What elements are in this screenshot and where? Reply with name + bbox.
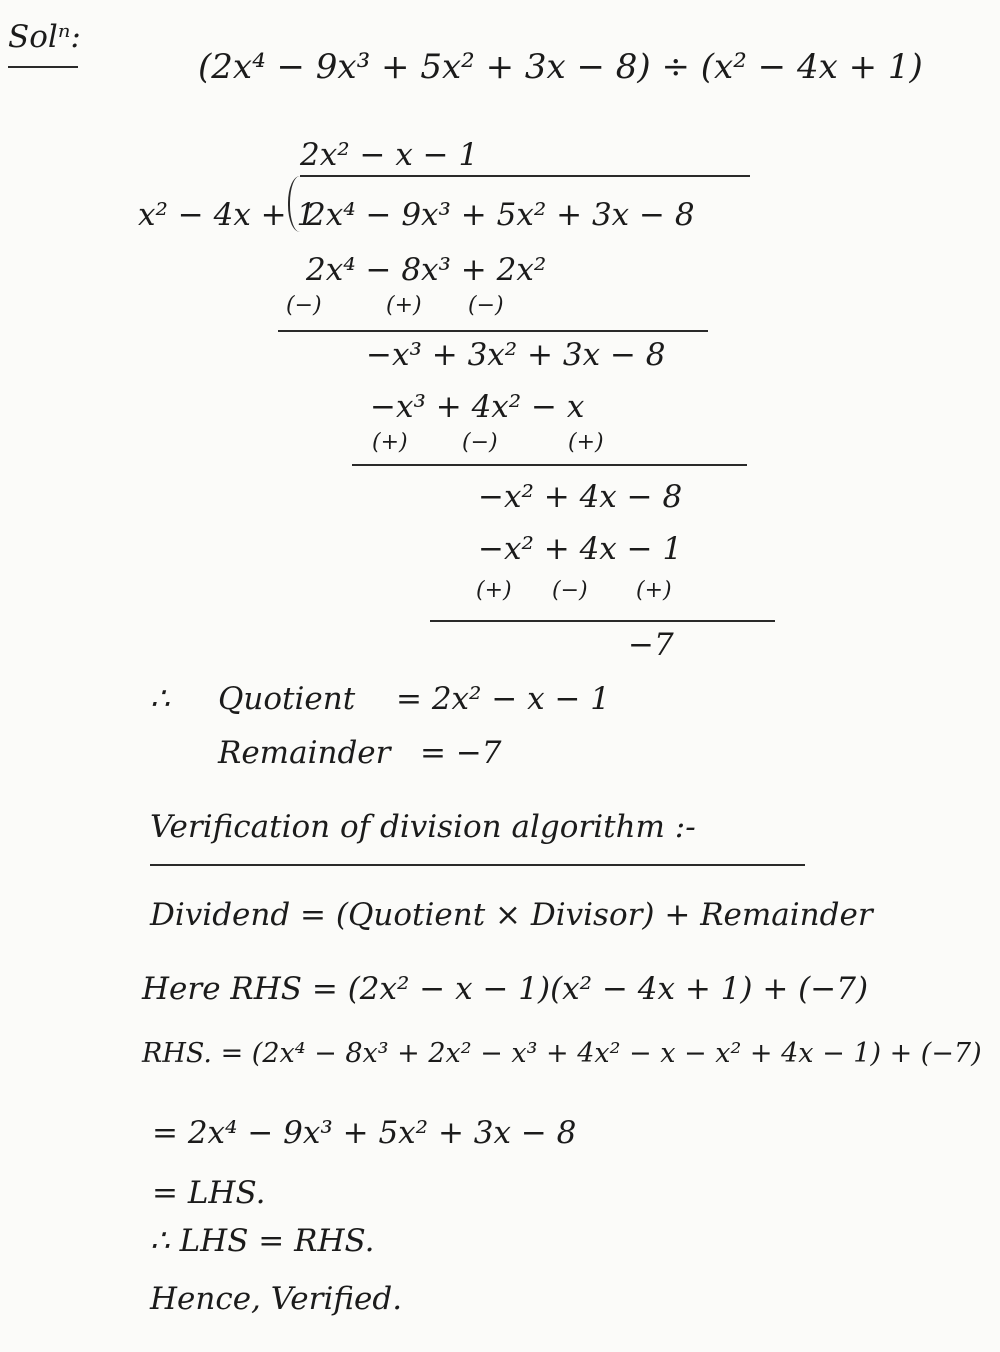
solution-heading: Solⁿ: — [8, 19, 81, 55]
remainder-label: Remainder — [218, 735, 391, 771]
step2-rule — [352, 464, 747, 466]
step1-sign-3: (−) — [468, 293, 504, 318]
heading-underline — [8, 66, 78, 68]
division-bar — [300, 175, 750, 177]
step3-subtrahend: −x² + 4x − 1 — [478, 531, 683, 567]
verification-line-5: ∴ LHS = RHS. — [150, 1223, 375, 1259]
therefore-symbol: ∴ — [150, 681, 170, 717]
step1-subtrahend: 2x⁴ − 8x³ + 2x² — [306, 252, 547, 288]
verification-formula: Dividend = (Quotient × Divisor) + Remainder — [150, 897, 873, 933]
step2-subtrahend: −x³ + 4x² − x — [370, 389, 585, 425]
verification-conclusion: Hence, Verified. — [150, 1281, 403, 1317]
step2-sign-1: (+) — [372, 430, 408, 455]
quotient-line: 2x² − x − 1 — [300, 137, 479, 173]
step1-sign-1: (−) — [286, 293, 322, 318]
remainder-value-division: −7 — [628, 627, 674, 663]
problem-statement: (2x⁴ − 9x³ + 5x² + 3x − 8) ÷ (x² − 4x + 1) — [198, 47, 923, 87]
dividend: 2x⁴ − 9x³ + 5x² + 3x − 8 — [306, 197, 695, 233]
step2-sign-3: (+) — [568, 430, 604, 455]
step2-result: −x² + 4x − 8 — [478, 479, 683, 515]
step2-sign-2: (−) — [462, 430, 498, 455]
verification-line-4: = LHS. — [152, 1175, 266, 1211]
verification-line-2: RHS. = (2x⁴ − 8x³ + 2x² − x³ + 4x² − x − x² + 4x − 1) + (−7) — [142, 1038, 982, 1069]
verification-underline — [150, 864, 805, 866]
quotient-label: Quotient — [218, 681, 356, 717]
verification-title: Verification of division algorithm :- — [150, 809, 696, 845]
quotient-value: = 2x² − x − 1 — [396, 681, 611, 717]
verification-line-3: = 2x⁴ − 9x³ + 5x² + 3x − 8 — [152, 1115, 577, 1151]
step1-result: −x³ + 3x² + 3x − 8 — [366, 337, 666, 373]
step3-sign-3: (+) — [636, 578, 672, 603]
remainder-value: = −7 — [420, 735, 502, 771]
step1-rule — [278, 330, 708, 332]
step1-sign-2: (+) — [386, 293, 422, 318]
divisor: x² − 4x + 1 — [138, 197, 317, 233]
step3-rule — [430, 620, 775, 622]
verification-line-1: Here RHS = (2x² − x − 1)(x² − 4x + 1) + (−7) — [142, 971, 869, 1007]
step3-sign-1: (+) — [476, 578, 512, 603]
step3-sign-2: (−) — [552, 578, 588, 603]
